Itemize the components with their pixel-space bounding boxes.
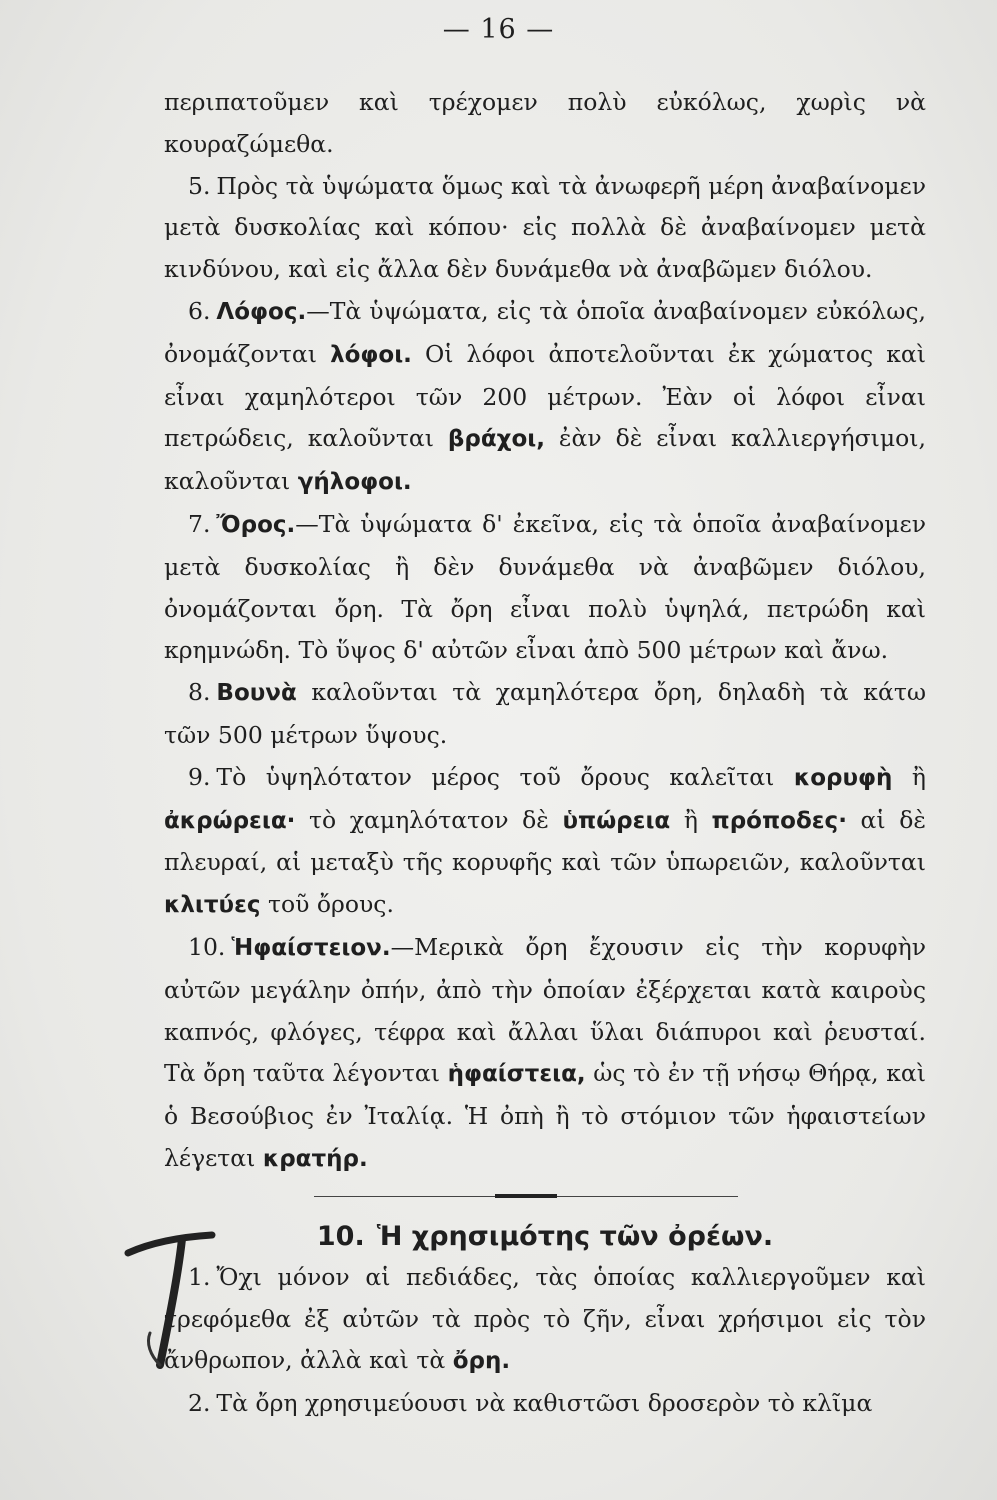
section-paragraph-1 xyxy=(164,1257,926,1383)
term-ypoperia: ὑπώρεια xyxy=(562,807,671,834)
paragraph-text: τοῦ ὄρους. xyxy=(268,890,394,919)
term-oros: Ὄρος. xyxy=(216,511,296,538)
paragraph-10 xyxy=(164,927,926,1181)
divider-line xyxy=(314,1196,738,1197)
paragraph-text: ἢ xyxy=(911,762,926,791)
term-propodes: πρόποδες· xyxy=(711,807,847,834)
paragraph-number: 2. xyxy=(188,1389,211,1418)
page-number: — 16 — xyxy=(442,14,555,45)
term-vrachoi: βράχοι, xyxy=(447,426,545,453)
section-paragraph-2 xyxy=(164,1383,926,1425)
section-heading xyxy=(164,1217,926,1257)
paragraph-6 xyxy=(164,291,926,504)
term-ifaisteion: Ἡφαίστειον. xyxy=(231,934,391,961)
paragraph-text: —Μερικὰ ὄρη ἔχουσιν εἰς τὴν κορυφὴν αὐτῶν μεγάλην ὀπήν, ἀπὸ τὴν ὁποίαν ἐξέρχεται κατὰ καιροὺς καπνός, φλόγες, τέφρα καὶ ἄλλαι ὕλαι διάπυροι καὶ ῥευσταί. Τὰ ὄρη ταῦτα λέγονται xyxy=(164,932,926,1088)
paragraph-text: Τὸ ὑψηλότατον μέρος τοῦ ὄρους καλεῖται xyxy=(216,762,775,791)
term-vouna: Βουνὰ xyxy=(216,680,297,707)
paragraph-text: καλοῦνται τὰ χαμηλότερα ὄρη, δηλαδὴ τὰ κάτω τῶν 500 μέτρων ὕψους. xyxy=(164,678,926,749)
paragraph-5 xyxy=(164,166,926,291)
term-lofos: Λόφος. xyxy=(216,298,307,325)
paragraph-text: —Τὰ ὑψώματα, εἰς τὰ ὁποῖα ἀναβαίνομεν εὐκόλως, ὀνομάζονται xyxy=(164,296,926,368)
handwritten-mark-icon xyxy=(120,1215,220,1375)
paragraph-text: —Τὰ ὑψώματα δ' ἐκεῖνα, εἰς τὰ ὁποῖα ἀναβαίνομεν μετὰ δυσκολίας ἢ δὲν δυνάμεθα νὰ ἀναβῶμεν διόλου, ὀνομάζονται ὄρη. Τὰ ὄρη εἶναι πολὺ ὑψηλά, πετρώδη καὶ κρημνώδη. Τὸ ὕψος δ' αὐτῶν εἶναι ἀπὸ 500 μέτρων καὶ ἄνω. xyxy=(164,509,926,665)
paragraph-9 xyxy=(164,757,926,927)
term-akroreia: ἀκρώρεια· xyxy=(164,807,296,834)
paragraph-text: τὸ χαμηλότατον δὲ xyxy=(308,805,549,834)
paragraph-number: 8. xyxy=(188,678,211,707)
paragraph-text: ὡς τὸ ἐν τῇ νήσῳ Θήρᾳ, καὶ ὁ Βεσούβιος ἐν Ἰταλίᾳ. Ἡ ὀπὴ ἢ τὸ στόμιον τῶν ἡφαιστείων λέγεται xyxy=(164,1059,926,1172)
section-number: 10. xyxy=(316,1220,365,1252)
paragraph-number: 10. xyxy=(188,932,226,961)
paragraph-number: 5. xyxy=(188,171,211,200)
body-text xyxy=(164,82,926,1425)
term-ori: ὄρη. xyxy=(452,1348,511,1375)
divider-ornament xyxy=(495,1194,557,1198)
section-title: Ἡ χρησιμότης τῶν ὀρέων. xyxy=(376,1220,774,1252)
paragraph-text: ἢ xyxy=(683,805,698,834)
term-klityes: κλιτύες xyxy=(164,892,261,919)
paragraph-text: αἱ δὲ πλευραί, αἱ μεταξὺ τῆς κορυφῆς καὶ τῶν ὑπωρειῶν, καλοῦνται xyxy=(164,805,926,877)
paragraph-7 xyxy=(164,504,926,672)
paragraph-text: Οἱ λόφοι ἀποτελοῦνται ἐκ χώματος καὶ εἶναι χαμηλότεροι τῶν 200 μέτρων. Ἐὰν οἱ λόφοι εἶναι πετρώδεις, καλοῦνται xyxy=(164,339,926,453)
paragraph-number: 9. xyxy=(188,762,211,791)
term-kratir: κρατήρ. xyxy=(262,1145,368,1172)
paragraph-text: Τὰ ὄρη χρησιμεύουσι νὰ καθιστῶσι δροσερὸν τὸ κλῖμα xyxy=(216,1389,873,1418)
term-gilofoi: γήλοφοι. xyxy=(297,469,412,496)
paragraph-text: Ὄχι μόνον αἱ πεδιάδες, τὰς ὁποίας καλλιεργοῦμεν καὶ τρεφόμεθα ἐξ αὐτῶν τὰ πρὸς τὸ ζῆν, εἶναι χρήσιμοι εἰς τὸν ἄνθρωπον, ἀλλὰ καὶ τὰ xyxy=(164,1262,926,1375)
paragraph-text: Πρὸς τὰ ὑψώματα ὅμως καὶ τὰ ἀνωφερῆ μέρη ἀναβαίνομεν μετὰ δυσκολίας καὶ κόπου· εἰς πολλὰ δὲ ἀναβαίνομεν μετὰ κινδύνου, καὶ εἰς ἄλλα δὲν δυνάμεθα νὰ ἀναβῶμεν διόλου. xyxy=(164,171,926,284)
section-divider xyxy=(164,1181,926,1217)
paragraph-8 xyxy=(164,672,926,757)
paragraph-continued xyxy=(164,82,926,166)
paragraph-text: ἐὰν δὲ εἶναι καλλιεργήσιμοι, καλοῦνται xyxy=(164,424,926,496)
term-ifaisteia: ἡφαίστεια, xyxy=(447,1061,586,1088)
paragraph-text: περιπατοῦμεν καὶ τρέχομεν πολὺ εὐκόλως, χωρὶς νὰ κουραζώμεθα. xyxy=(164,88,926,158)
paragraph-number: 1. xyxy=(188,1262,211,1291)
paragraph-number: 7. xyxy=(188,509,211,538)
paragraph-number: 6. xyxy=(188,296,211,325)
term-lofoi: λόφοι. xyxy=(330,341,412,368)
term-koryfi: κορυφὴ xyxy=(793,764,893,791)
